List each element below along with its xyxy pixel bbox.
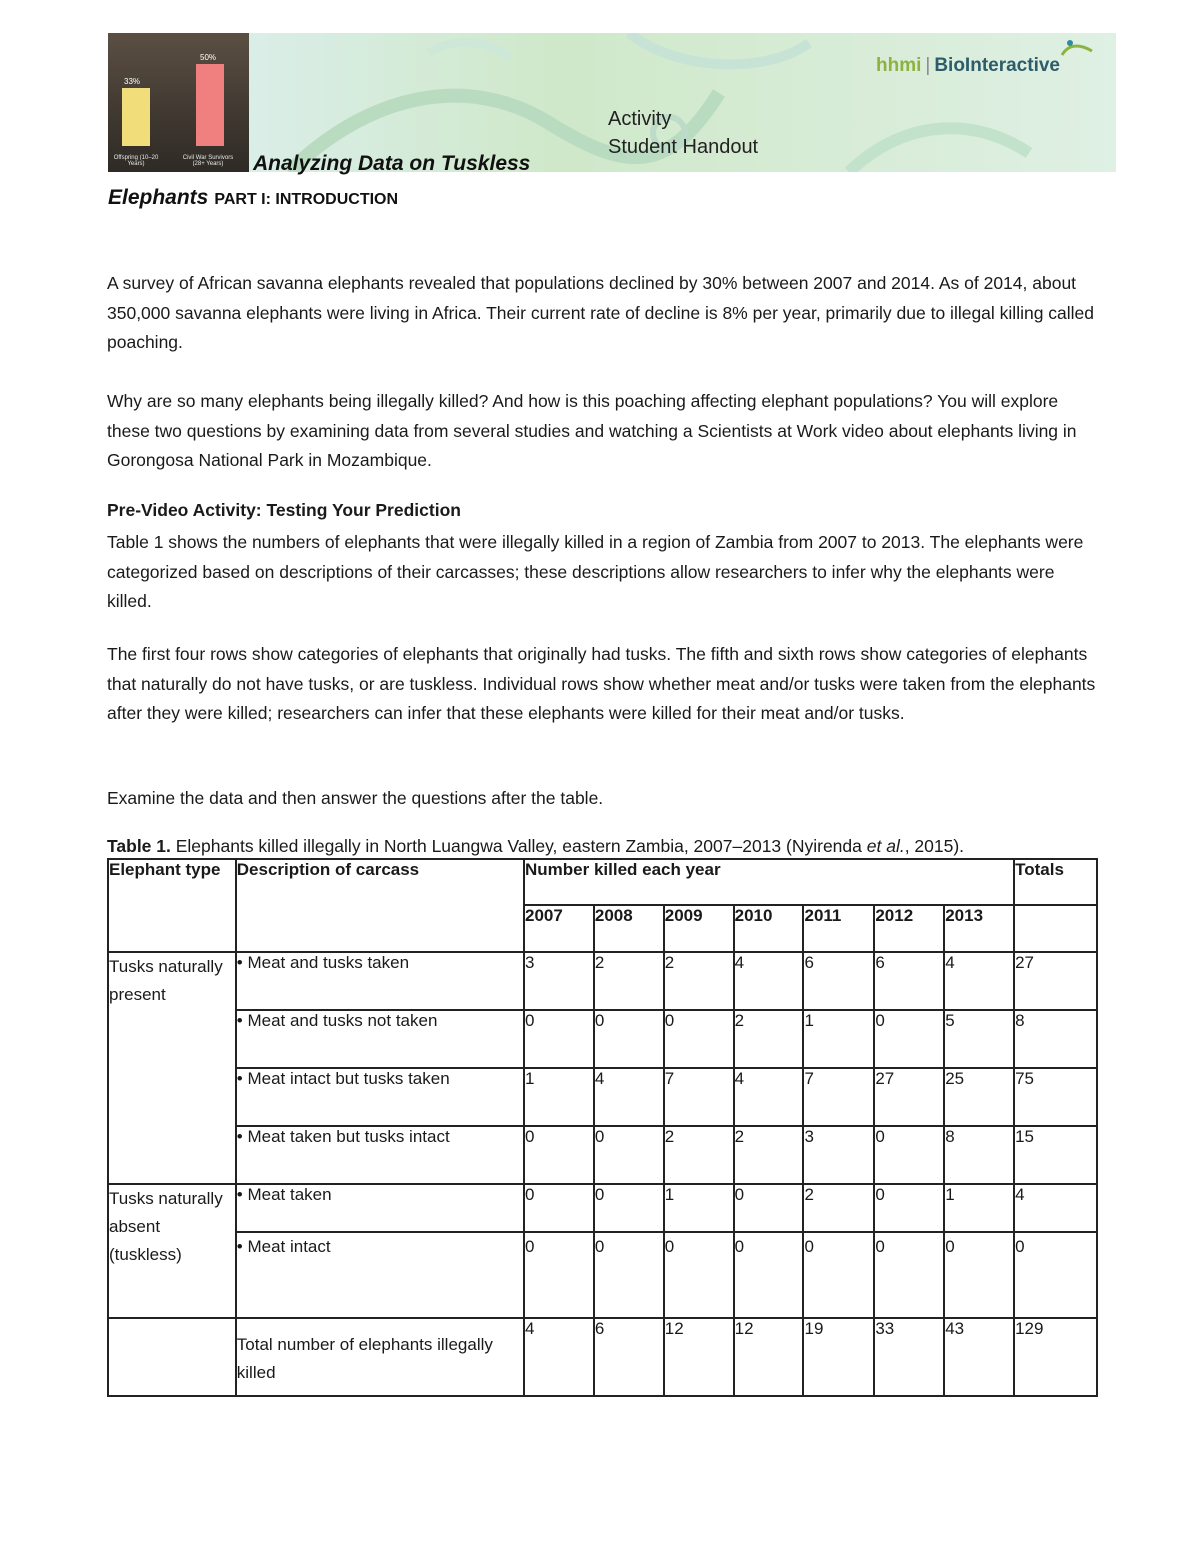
count-cell: 2 <box>594 952 664 1010</box>
count-cell: 1 <box>944 1184 1014 1232</box>
count-cell: 7 <box>664 1068 734 1126</box>
banner-thumbnail-image <box>108 33 249 172</box>
count-cell: 6 <box>803 952 874 1010</box>
carcass-description: • Meat taken but tusks intact <box>236 1126 524 1184</box>
year-header: 2008 <box>594 905 664 952</box>
year-total-cell: 6 <box>594 1318 664 1396</box>
year-total-cell: 12 <box>734 1318 804 1396</box>
header-number-killed: Number killed each year <box>524 859 1014 905</box>
count-cell: 0 <box>594 1010 664 1068</box>
elephants-killed-table <box>107 858 1098 1397</box>
table-caption-text: Elephants killed illegally in North Luangwa Valley, eastern Zambia, 2007–2013 (Nyirenda <box>170 836 867 856</box>
count-cell: 3 <box>524 952 594 1010</box>
table-caption-label: Table 1. <box>107 836 171 856</box>
student-handout-label: Student Handout <box>608 136 759 158</box>
logo-separator: | <box>925 55 931 76</box>
count-cell: 27 <box>874 1068 944 1126</box>
count-cell: 8 <box>944 1126 1014 1184</box>
count-cell: 2 <box>664 952 734 1010</box>
count-cell: 0 <box>874 1010 944 1068</box>
count-cell: 2 <box>734 1010 804 1068</box>
table-row <box>108 1232 1097 1318</box>
year-header: 2007 <box>524 905 594 952</box>
carcass-description: • Meat intact but tusks taken <box>236 1068 524 1126</box>
group-tusks-absent: Tusks naturally absent (tuskless) <box>108 1184 236 1318</box>
table-row <box>108 1126 1097 1184</box>
empty-cell <box>1014 905 1097 952</box>
carcass-description: • Meat intact <box>236 1232 524 1318</box>
table-row <box>108 1010 1097 1068</box>
total-cell: 15 <box>1014 1126 1097 1184</box>
count-cell: 0 <box>524 1232 594 1318</box>
year-total-cell: 12 <box>664 1318 734 1396</box>
table-row <box>108 1068 1097 1126</box>
total-cell: 27 <box>1014 952 1097 1010</box>
year-total-cell: 33 <box>874 1318 944 1396</box>
thumbnail-pct-offspring: 33% <box>124 77 141 86</box>
document-title-line1: Analyzing Data on Tuskless <box>253 152 531 175</box>
header-elephant-type: Elephant type <box>108 859 236 952</box>
count-cell: 0 <box>874 1232 944 1318</box>
document-title-elephants: Elephants <box>108 186 209 209</box>
thumbnail-bar-survivors <box>196 64 224 146</box>
total-cell: 75 <box>1014 1068 1097 1126</box>
count-cell: 25 <box>944 1068 1014 1126</box>
table-row <box>108 1184 1097 1232</box>
count-cell: 5 <box>944 1010 1014 1068</box>
year-header: 2013 <box>944 905 1014 952</box>
table-row <box>108 952 1097 1010</box>
section-part-heading: PART I: INTRODUCTION <box>214 191 399 208</box>
count-cell: 2 <box>664 1126 734 1184</box>
count-cell: 4 <box>734 1068 804 1126</box>
instruction-paragraph: Examine the data and then answer the questions after the table. <box>107 788 604 808</box>
count-cell: 4 <box>734 952 804 1010</box>
table-caption <box>107 836 964 857</box>
carcass-description: • Meat and tusks taken <box>236 952 524 1010</box>
year-header: 2009 <box>664 905 734 952</box>
count-cell: 1 <box>803 1010 874 1068</box>
count-cell: 3 <box>803 1126 874 1184</box>
table-caption-italic: et al. <box>866 836 905 856</box>
count-cell: 0 <box>874 1184 944 1232</box>
carcass-description: • Meat taken <box>236 1184 524 1232</box>
total-label: Total number of elephants illegally killed <box>236 1318 524 1396</box>
logo-hhmi-text: hhmi <box>876 55 922 76</box>
document-title-line2 <box>108 186 398 210</box>
count-cell: 0 <box>874 1126 944 1184</box>
year-header: 2010 <box>734 905 804 952</box>
count-cell: 0 <box>594 1126 664 1184</box>
hhmi-biointeractive-logo <box>876 55 1060 77</box>
count-cell: 0 <box>734 1232 804 1318</box>
year-header: 2012 <box>874 905 944 952</box>
header-description: Description of carcass <box>236 859 524 952</box>
year-header: 2011 <box>803 905 874 952</box>
thumbnail-caption-survivors: Civil War Survivors (28+ Years) <box>182 154 234 168</box>
count-cell: 4 <box>594 1068 664 1126</box>
rows-explanation-paragraph: The first four rows show categories of elephants that originally had tusks. The fifth and sixth rows show categories of elephants that naturally do not have tusks, or are tuskless. Individual rows show whether meat and/or tusks were taken from the elephants after they were killed; researchers can infer that these elephants were killed for their meat and/or tusks. <box>107 644 1096 723</box>
count-cell: 2 <box>734 1126 804 1184</box>
grand-total-cell: 129 <box>1014 1318 1097 1396</box>
count-cell: 0 <box>664 1010 734 1068</box>
intro-paragraph-1: A survey of African savanna elephants revealed that populations declined by 30% between 2007 and 2014. As of 2014, about 350,000 savanna elephants were living in Africa. Their current rate of decline is 8% per year, primarily due to illegal killing called poaching. <box>107 273 1095 352</box>
year-total-cell: 19 <box>803 1318 874 1396</box>
thumbnail-caption-offspring: Offspring (10–20 Years) <box>113 154 159 168</box>
count-cell: 0 <box>524 1184 594 1232</box>
count-cell: 4 <box>944 952 1014 1010</box>
year-total-cell: 43 <box>944 1318 1014 1396</box>
bio-logo-mark-icon <box>1058 37 1096 59</box>
count-cell: 7 <box>803 1068 874 1126</box>
intro-paragraph-2: Why are so many elephants being illegally killed? And how is this poaching affecting elephant populations? You will explore these two questions by examining data from several studies and watching a Scientists at Work video about elephants living in Gorongosa National Park in Mozambique. <box>107 391 1077 470</box>
total-cell: 8 <box>1014 1010 1097 1068</box>
thumbnail-bar-offspring <box>122 88 150 146</box>
count-cell: 1 <box>524 1068 594 1126</box>
table-description-paragraph: Table 1 shows the numbers of elephants that were illegally killed in a region of Zambia from 2007 to 2013. The elephants were categorized based on descriptions of their carcasses; these descriptions allow researchers to infer why the elephants were killed. <box>107 532 1084 611</box>
carcass-description: • Meat and tusks not taken <box>236 1010 524 1068</box>
count-cell: 0 <box>803 1232 874 1318</box>
logo-biointeractive-text: BioInteractive <box>934 55 1060 76</box>
pre-video-heading: Pre-Video Activity: Testing Your Prediction <box>107 500 461 520</box>
count-cell: 0 <box>734 1184 804 1232</box>
year-total-cell: 4 <box>524 1318 594 1396</box>
header-totals: Totals <box>1014 859 1097 905</box>
count-cell: 0 <box>594 1184 664 1232</box>
count-cell: 6 <box>874 952 944 1010</box>
count-cell: 0 <box>524 1010 594 1068</box>
total-cell: 4 <box>1014 1184 1097 1232</box>
count-cell: 0 <box>524 1126 594 1184</box>
group-tusks-present: Tusks naturally present <box>108 952 236 1184</box>
thumbnail-pct-survivors: 50% <box>200 53 217 62</box>
count-cell: 1 <box>664 1184 734 1232</box>
empty-cell <box>108 1318 236 1396</box>
table-caption-end: , 2015). <box>904 836 965 856</box>
count-cell: 2 <box>803 1184 874 1232</box>
activity-label: Activity <box>608 108 672 130</box>
count-cell: 0 <box>664 1232 734 1318</box>
count-cell: 0 <box>944 1232 1014 1318</box>
total-cell: 0 <box>1014 1232 1097 1318</box>
table-total-row <box>108 1318 1097 1396</box>
count-cell: 0 <box>594 1232 664 1318</box>
table-header-row <box>108 859 1097 905</box>
